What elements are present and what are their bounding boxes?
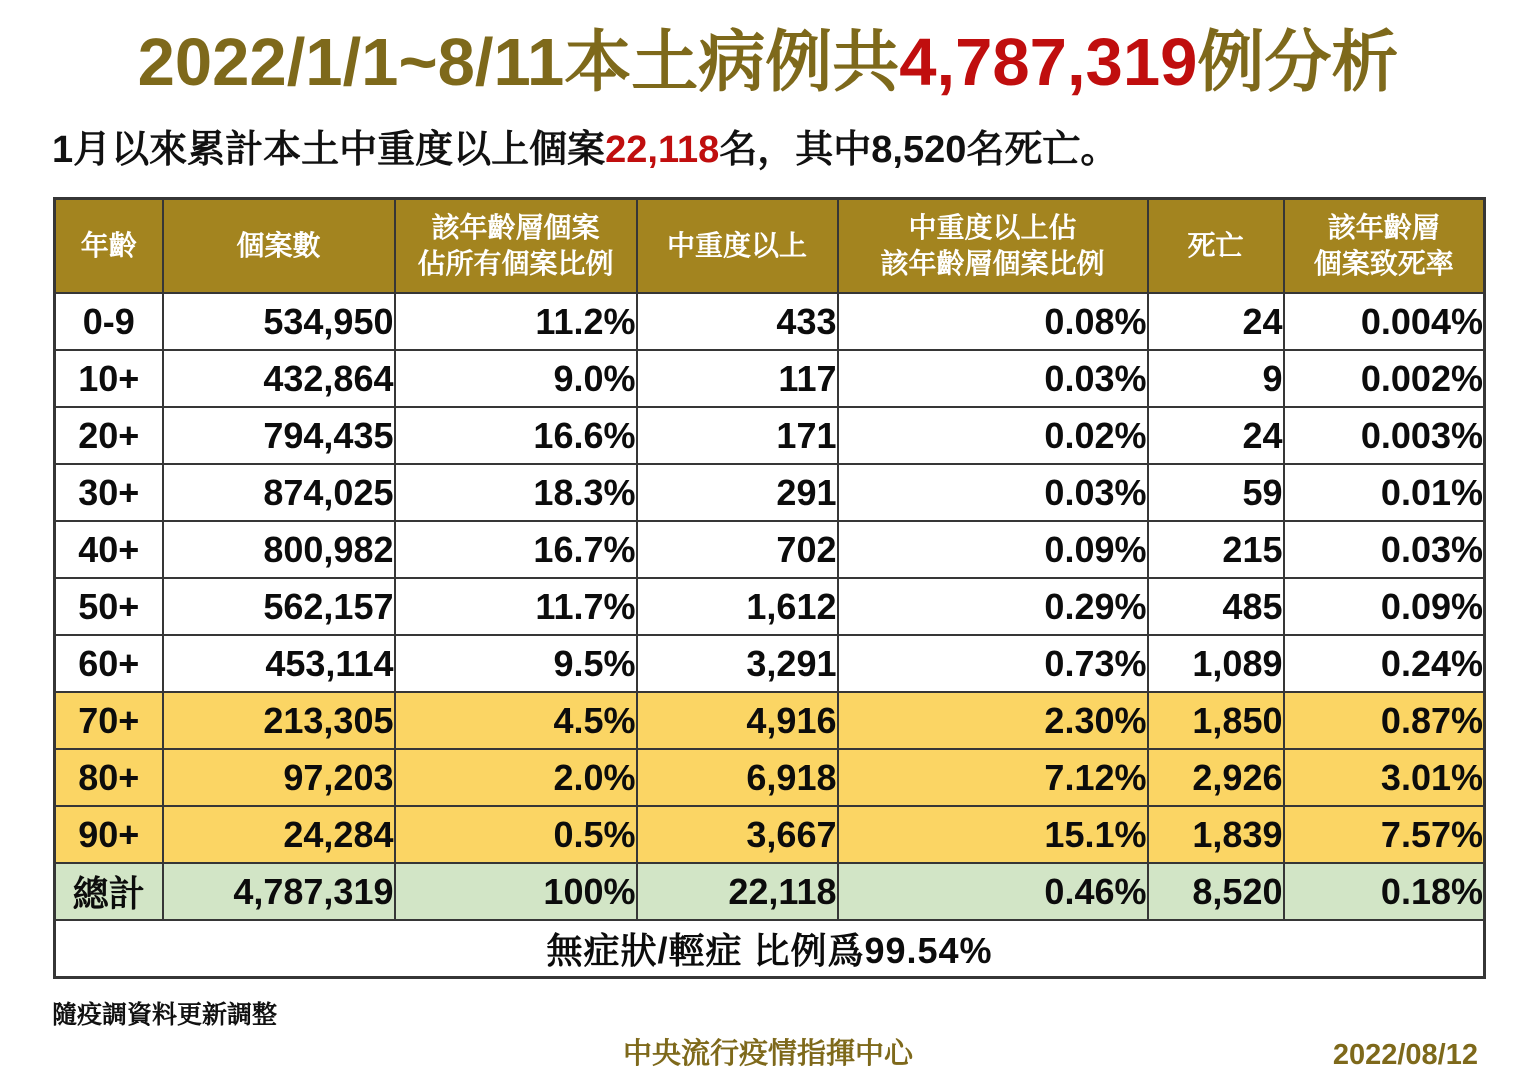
moderate-cell: 4,916 bbox=[637, 692, 838, 749]
moderate-cell: 22,118 bbox=[637, 863, 838, 920]
deaths-cell: 1,839 bbox=[1148, 806, 1284, 863]
moderate-share-cell: 15.1% bbox=[838, 806, 1148, 863]
cases-cell: 213,305 bbox=[163, 692, 395, 749]
fatality-rate-cell: 0.004% bbox=[1284, 293, 1485, 350]
table-row bbox=[55, 749, 1485, 806]
moderate-share-cell: 2.30% bbox=[838, 692, 1148, 749]
fatality-rate-cell: 0.09% bbox=[1284, 578, 1485, 635]
table-row bbox=[55, 635, 1485, 692]
deaths-cell: 9 bbox=[1148, 350, 1284, 407]
column-header-1: 年齡 bbox=[55, 198, 163, 293]
case-share-cell: 4.5% bbox=[395, 692, 637, 749]
case-share-cell: 16.6% bbox=[395, 407, 637, 464]
title-prefix: 2022/1/1~8/11本土病例共 bbox=[137, 25, 900, 100]
moderate-share-cell: 0.02% bbox=[838, 407, 1148, 464]
title-case-count: 4,787,319 bbox=[899, 25, 1198, 100]
age-cell: 10+ bbox=[55, 350, 163, 407]
age-cell: 總計 bbox=[55, 863, 163, 920]
fatality-rate-cell: 3.01% bbox=[1284, 749, 1485, 806]
subtitle-part1: 1月以來累計本土中重度以上個案 bbox=[52, 128, 606, 171]
deaths-cell: 59 bbox=[1148, 464, 1284, 521]
moderate-cell: 117 bbox=[637, 350, 838, 407]
case-share-cell: 100% bbox=[395, 863, 637, 920]
table-row bbox=[55, 521, 1485, 578]
age-cell: 70+ bbox=[55, 692, 163, 749]
column-header-2: 個案數 bbox=[163, 198, 395, 293]
table-row bbox=[55, 692, 1485, 749]
fatality-rate-cell: 0.03% bbox=[1284, 521, 1485, 578]
age-cell: 0-9 bbox=[55, 293, 163, 350]
cases-cell: 4,787,319 bbox=[163, 863, 395, 920]
column-header-7: 該年齡層 個案致死率 bbox=[1284, 198, 1485, 293]
column-header-5: 中重度以上佔 該年齡層個案比例 bbox=[838, 198, 1148, 293]
deaths-cell: 24 bbox=[1148, 293, 1284, 350]
page-title bbox=[0, 0, 1536, 100]
age-cell: 80+ bbox=[55, 749, 163, 806]
moderate-cell: 171 bbox=[637, 407, 838, 464]
case-share-cell: 9.5% bbox=[395, 635, 637, 692]
table-row bbox=[55, 464, 1485, 521]
age-cell: 20+ bbox=[55, 407, 163, 464]
age-cell: 40+ bbox=[55, 521, 163, 578]
fatality-rate-cell: 0.24% bbox=[1284, 635, 1485, 692]
age-cell: 60+ bbox=[55, 635, 163, 692]
subtitle-severe-count: 22,118 bbox=[605, 128, 720, 171]
deaths-cell: 2,926 bbox=[1148, 749, 1284, 806]
moderate-cell: 3,667 bbox=[637, 806, 838, 863]
deaths-cell: 1,089 bbox=[1148, 635, 1284, 692]
deaths-cell: 24 bbox=[1148, 407, 1284, 464]
cases-cell: 562,157 bbox=[163, 578, 395, 635]
age-cell: 50+ bbox=[55, 578, 163, 635]
cases-cell: 874,025 bbox=[163, 464, 395, 521]
age-cell: 30+ bbox=[55, 464, 163, 521]
moderate-share-cell: 0.03% bbox=[838, 350, 1148, 407]
deaths-cell: 1,850 bbox=[1148, 692, 1284, 749]
moderate-share-cell: 0.29% bbox=[838, 578, 1148, 635]
fatality-rate-cell: 0.01% bbox=[1284, 464, 1485, 521]
moderate-cell: 291 bbox=[637, 464, 838, 521]
cases-cell: 794,435 bbox=[163, 407, 395, 464]
moderate-share-cell: 0.46% bbox=[838, 863, 1148, 920]
cases-cell: 97,203 bbox=[163, 749, 395, 806]
table-row bbox=[55, 350, 1485, 407]
case-share-cell: 16.7% bbox=[395, 521, 637, 578]
case-share-cell: 9.0% bbox=[395, 350, 637, 407]
mild-cases-banner-row bbox=[55, 920, 1485, 977]
table-row bbox=[55, 863, 1485, 920]
age-statistics-table bbox=[53, 197, 1486, 979]
deaths-cell: 485 bbox=[1148, 578, 1284, 635]
subtitle-part2: 名，其中8,520名死亡。 bbox=[719, 128, 1119, 171]
case-share-cell: 18.3% bbox=[395, 464, 637, 521]
footer-organization: 中央流行疫情指揮中心 bbox=[622, 1038, 913, 1070]
table-row bbox=[55, 806, 1485, 863]
subtitle bbox=[52, 118, 1536, 173]
cases-cell: 453,114 bbox=[163, 635, 395, 692]
fatality-rate-cell: 0.18% bbox=[1284, 863, 1485, 920]
moderate-share-cell: 0.09% bbox=[838, 521, 1148, 578]
age-cell: 90+ bbox=[55, 806, 163, 863]
fatality-rate-cell: 0.002% bbox=[1284, 350, 1485, 407]
cases-cell: 432,864 bbox=[163, 350, 395, 407]
case-share-cell: 11.7% bbox=[395, 578, 637, 635]
case-share-cell: 2.0% bbox=[395, 749, 637, 806]
cases-cell: 24,284 bbox=[163, 806, 395, 863]
fatality-rate-cell: 7.57% bbox=[1284, 806, 1485, 863]
table-row bbox=[55, 293, 1485, 350]
table-row bbox=[55, 407, 1485, 464]
title-suffix: 例分析 bbox=[1197, 25, 1399, 100]
footer-date: 2022/08/12 bbox=[1332, 1039, 1478, 1071]
case-share-cell: 11.2% bbox=[395, 293, 637, 350]
column-header-4: 中重度以上 bbox=[637, 198, 838, 293]
moderate-cell: 1,612 bbox=[637, 578, 838, 635]
mild-cases-banner: 無症狀/輕症 比例爲99.54% bbox=[55, 920, 1485, 977]
cases-cell: 800,982 bbox=[163, 521, 395, 578]
moderate-cell: 433 bbox=[637, 293, 838, 350]
deaths-cell: 8,520 bbox=[1148, 863, 1284, 920]
column-header-3: 該年齡層個案 佔所有個案比例 bbox=[395, 198, 637, 293]
cases-cell: 534,950 bbox=[163, 293, 395, 350]
fatality-rate-cell: 0.003% bbox=[1284, 407, 1485, 464]
deaths-cell: 215 bbox=[1148, 521, 1284, 578]
moderate-cell: 3,291 bbox=[637, 635, 838, 692]
moderate-share-cell: 0.03% bbox=[838, 464, 1148, 521]
moderate-share-cell: 0.73% bbox=[838, 635, 1148, 692]
footnote: 隨疫調資料更新調整 bbox=[52, 1000, 278, 1029]
table-body bbox=[55, 293, 1485, 977]
moderate-cell: 6,918 bbox=[637, 749, 838, 806]
moderate-cell: 702 bbox=[637, 521, 838, 578]
moderate-share-cell: 7.12% bbox=[838, 749, 1148, 806]
table-row bbox=[55, 578, 1485, 635]
moderate-share-cell: 0.08% bbox=[838, 293, 1148, 350]
fatality-rate-cell: 0.87% bbox=[1284, 692, 1485, 749]
column-header-6: 死亡 bbox=[1148, 198, 1284, 293]
table-header-row bbox=[55, 198, 1485, 293]
case-share-cell: 0.5% bbox=[395, 806, 637, 863]
